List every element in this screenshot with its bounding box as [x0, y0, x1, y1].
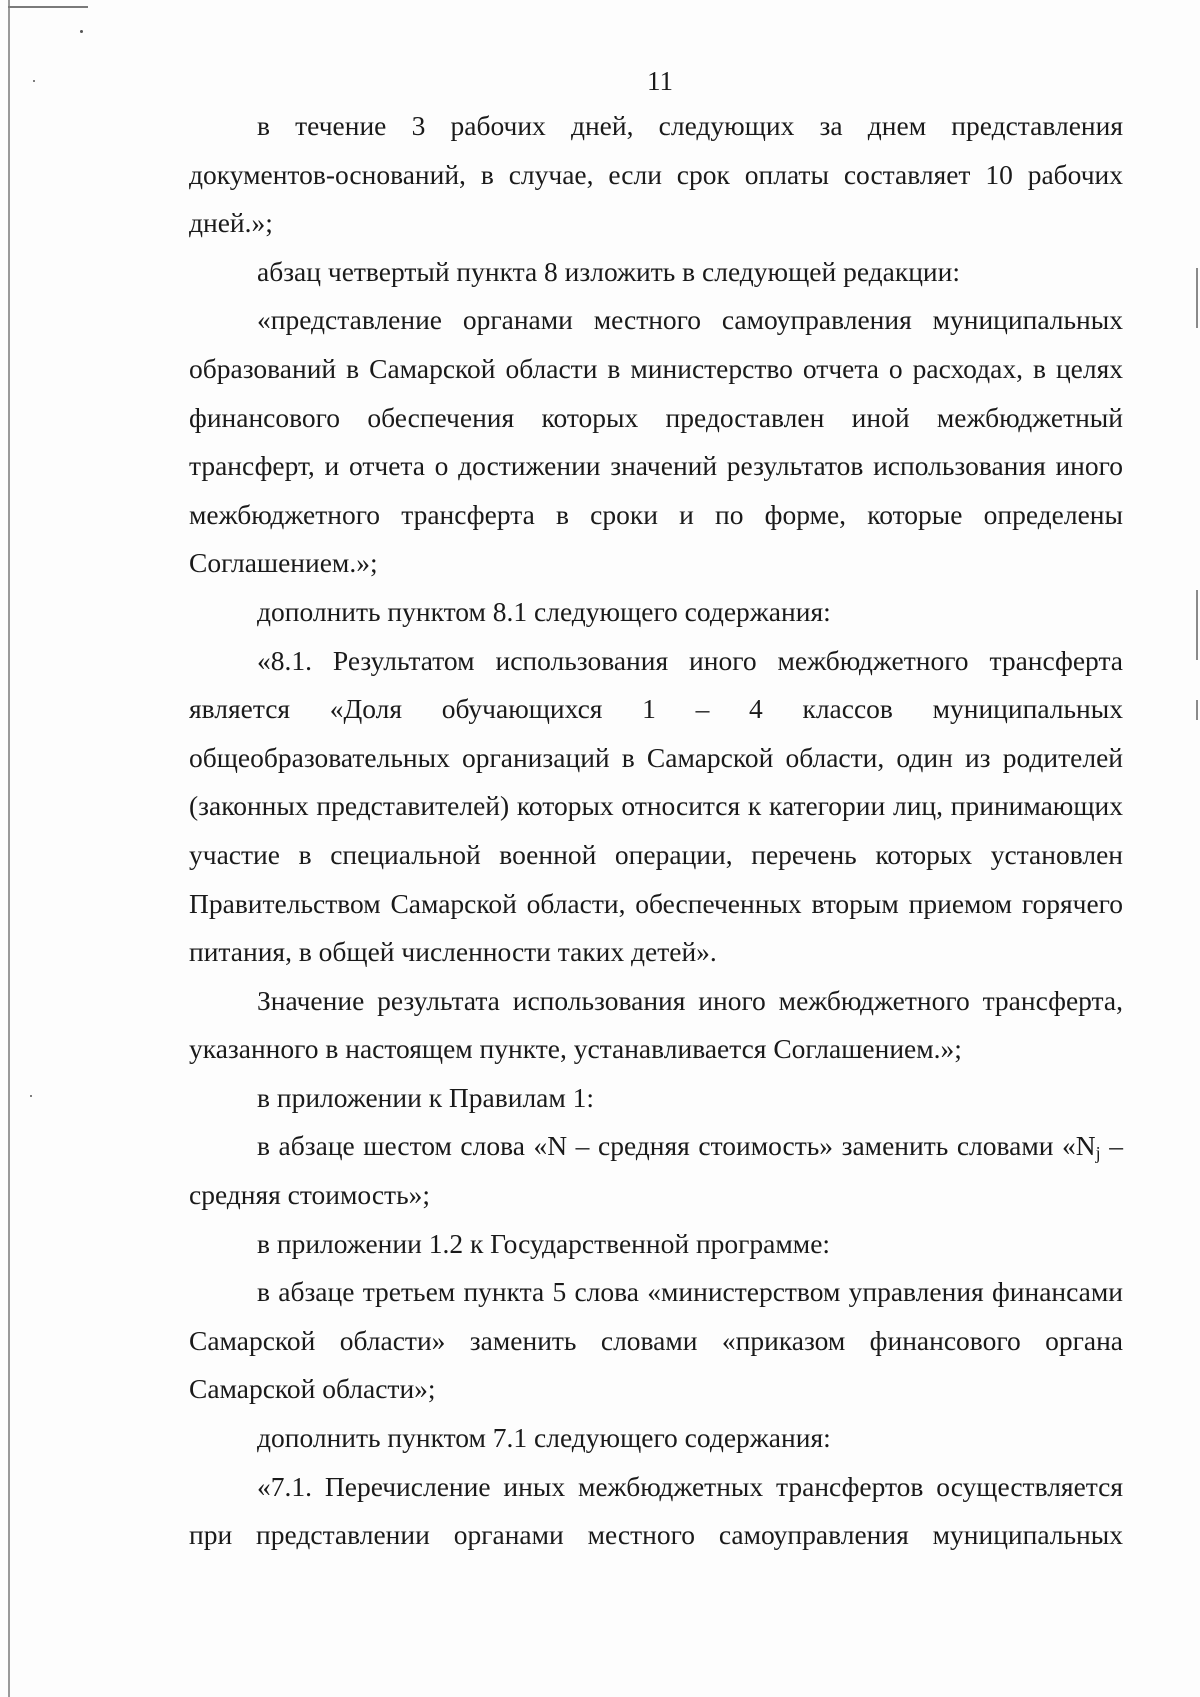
paragraph: в абзаце третьем пункта 5 слова «министерством управления финансами Самарской области» заменить словами «приказом финансового органа Самарской области»;	[189, 1276, 1123, 1405]
paragraph-text: в абзаце шестом слова «N – средняя стоимость» заменить словами «N	[257, 1130, 1096, 1162]
paragraph: в течение 3 рабочих дней, следующих за днем представления документов-оснований, в случае, если срок оплаты составляет 10 рабочих дней.»;	[189, 110, 1123, 239]
paragraph: Значение результата использования иного межбюджетного трансферта, указанного в настоящем пункте, устанавливается Соглашением.»;	[189, 984, 1123, 1065]
paragraph: «7.1. Перечисление иных межбюджетных трансфертов осуществляется при представлении органами местного самоуправления муниципальных	[189, 1470, 1123, 1551]
scan-edge-right	[1196, 590, 1198, 660]
scan-edge-left	[8, 0, 10, 1697]
paragraph: дополнить пунктом 7.1 следующего содержания:	[257, 1422, 831, 1454]
subscript-index: j	[1095, 1143, 1101, 1164]
scan-edge-right	[1196, 700, 1198, 720]
paragraph: «8.1. Результатом использования иного межбюджетного трансферта является «Доля обучающихся 1 – 4 классов муниципальных общеобразовательных организаций в Самарской области, один из родителей (законных представителей) которых относится к категории лиц, принимающих участие в специальной военной операции, перечень которых установлен Правительством Самарской области, обеспеченных вторым приемом горячего питания, в общей численности таких детей».	[189, 644, 1123, 968]
scan-edge-right	[1196, 268, 1198, 328]
paragraph	[189, 1122, 1123, 1219]
scan-speck	[30, 1095, 32, 1097]
scan-edge-top	[8, 6, 88, 8]
paragraph: «представление органами местного самоуправления муниципальных образований в Самарской области в министерство отчета о расходах, в целях финансового обеспечения которых предоставлен иной межбюджетный трансферт, и отчета о достижении значений результатов использования иного межбюджетного трансферта в сроки и по форме, которые определены Соглашением.»;	[189, 304, 1123, 579]
paragraph: абзац четвертый пункта 8 изложить в следующей редакции:	[257, 255, 961, 287]
paragraph: в приложении к Правилам 1:	[257, 1081, 595, 1113]
paragraph: в приложении 1.2 к Государственной программе:	[257, 1227, 831, 1259]
scan-speck	[80, 30, 83, 33]
document-body	[189, 102, 1123, 1560]
paragraph: дополнить пунктом 8.1 следующего содержания:	[257, 595, 831, 627]
page-number: 11	[647, 66, 673, 96]
paragraph-text: – средняя стоимость»;	[189, 1130, 1123, 1211]
